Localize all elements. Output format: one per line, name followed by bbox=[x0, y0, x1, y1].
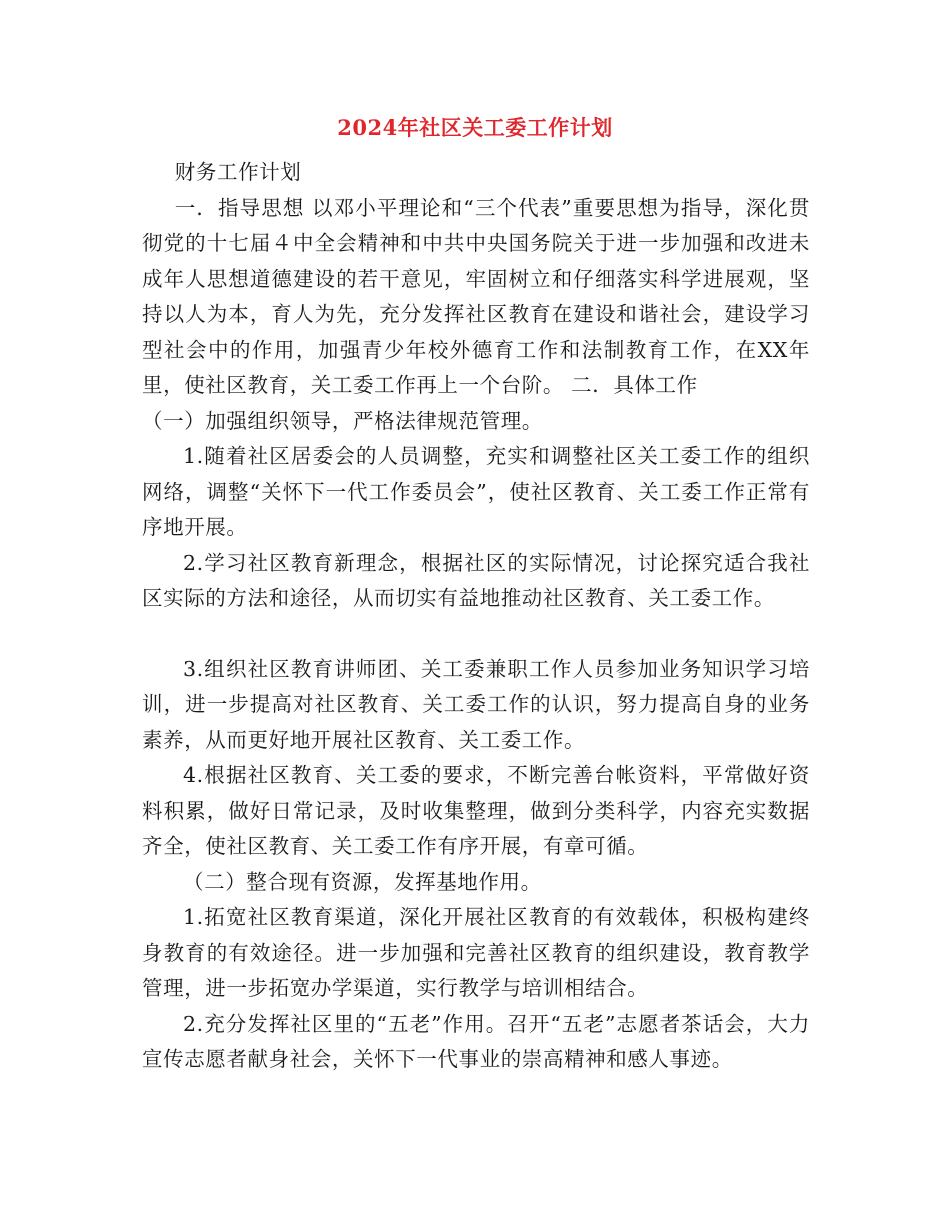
paragraph-item-2-1: 1.拓宽社区教育渠道，深化开展社区教育的有效载体，积极构建终身教育的有效途径。进一步加强和完善社区教育的组织建设，教育教学管理，进一步拓宽办学渠道，实行教学与培训相结合。 bbox=[142, 905, 810, 1000]
paragraph-item-2-2: 2.充分发挥社区里的“五老”作用。召开“五老”志愿者茶话会，大力宣传志愿者献身社会，关怀下一代事业的崇高精神和感人事迹。 bbox=[142, 1011, 810, 1071]
paragraph-item-1-4: 4.根据社区教育、关工委的要求，不断完善台帐资料，平常做好资料积累，做好日常记录，及时收集整理，做到分类科学，内容充实数据齐全，使社区教育、关工委工作有序开展，有章可循。 bbox=[142, 763, 810, 858]
paragraph-heading: 财务工作计划 bbox=[174, 160, 302, 184]
paragraph-item-1-3: 3.组织社区教育讲师团、关工委兼职工作人员参加业务知识学习培训，进一步提高对社区教育、关工委工作的认识，努力提高自身的业务素养，从而更好地开展社区教育、关工委工作。 bbox=[142, 656, 810, 752]
paragraph-item-1-2: 2.学习社区教育新理念，根据社区的实际情况，讨论探究适合我社区实际的方法和途径，从而切实有益地推动社区教育、关工委工作。 bbox=[142, 550, 810, 610]
paragraph-item-1-1: 1.随着社区居委会的人员调整，充实和调整社区关工委工作的组织网络，调整“关怀下一代工作委员会”，使社区教育、关工委工作正常有序地开展。 bbox=[142, 444, 810, 539]
document-body bbox=[142, 155, 810, 1078]
paragraph-guiding-ideology: 一．指导思想 以邓小平理论和“三个代表”重要思想为指导，深化贯彻党的十七届４中全会精神和中共中央国务院关于进一步加强和改进未成年人思想道德建设的若干意见，牢固树立和仔细落实科学进展观，坚持以人为本，育人为先，充分发挥社区教育在建设和谐社会，建设学习型社会中的作用，加强青少年校外德育工作和法制教育工作，在XX年里，使社区教育，关工委工作再上一个台阶。 二．具体工作 bbox=[142, 195, 810, 397]
document-title: 2024年社区关工委工作计划 bbox=[337, 115, 613, 140]
paragraph-section-1-heading: （一）加强组织领导，严格法律规范管理。 bbox=[142, 408, 543, 433]
paragraph-section-2-heading: （二）整合现有资源，发挥基地作用。 bbox=[183, 869, 542, 894]
